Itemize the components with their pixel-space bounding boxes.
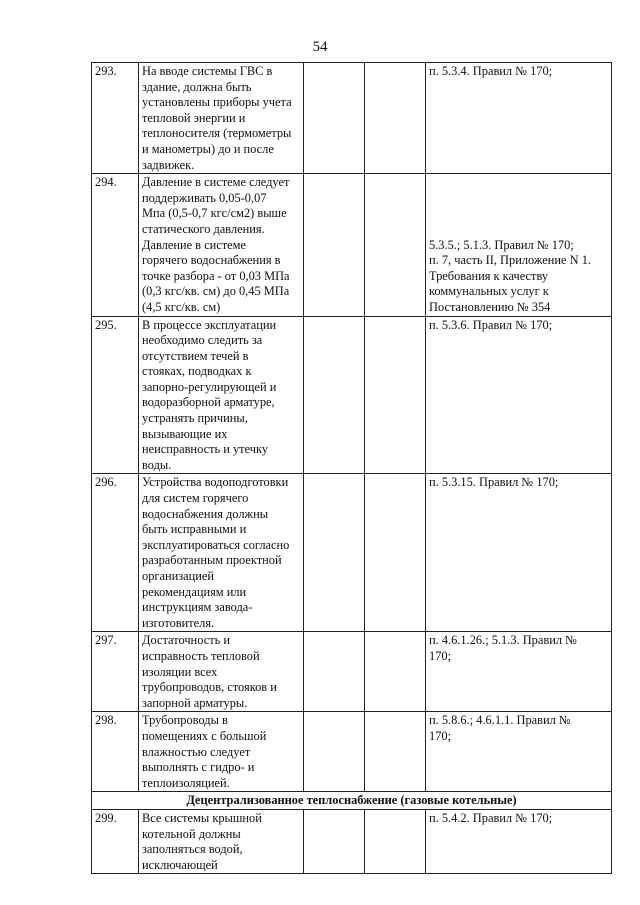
row-number: 299.: [92, 809, 139, 873]
cell-text-line: 5.3.5.; 5.1.3. Правил № 170;: [429, 237, 574, 252]
requirement-text: [139, 712, 304, 792]
cell-text-line: Давление в системе следует: [142, 175, 290, 190]
regulation-reference: [426, 474, 612, 632]
cell-text-line: водоснабжения должны: [142, 506, 269, 521]
cell-text-line: горячего водоснабжения в: [142, 253, 281, 268]
cell-text-line: водоразборной арматуре,: [142, 395, 275, 410]
table-row: [92, 174, 612, 316]
cell-text-line: необходимо следить за: [142, 333, 263, 348]
cell-text-line: Все системы крышной: [142, 810, 262, 825]
cell-text-line: Требования к качеству: [429, 268, 549, 283]
empty-cell-1: [304, 316, 365, 474]
cell-text-line: 170;: [429, 648, 452, 663]
empty-cell-2: [365, 809, 426, 873]
table-row: [92, 316, 612, 474]
cell-text-line: поддерживать 0,05-0,07: [142, 190, 267, 205]
cell-text-line: 170;: [429, 728, 452, 743]
empty-cell-1: [304, 712, 365, 792]
table-row: [92, 474, 612, 632]
cell-text-line: запорной арматуры.: [142, 695, 248, 710]
row-number: 296.: [92, 474, 139, 632]
empty-cell-1: [304, 63, 365, 174]
cell-text-line: инструкциям завода-: [142, 600, 253, 615]
cell-text-line: отсутствием течей в: [142, 348, 249, 363]
cell-text-line: п. 5.3.15. Правил № 170;: [429, 475, 559, 490]
cell-text-line: (4,5 кгс/кв. см): [142, 299, 221, 314]
row-number: 294.: [92, 174, 139, 316]
cell-text-line: установлены приборы учета: [142, 95, 292, 110]
cell-text-line: статического давления.: [142, 221, 265, 236]
empty-cell-2: [365, 474, 426, 632]
regulation-reference: [426, 63, 612, 174]
cell-text-line: (0,3 кгс/кв. см) до 0,45 МПа: [142, 284, 290, 299]
empty-cell-1: [304, 809, 365, 873]
cell-text-line: воды.: [142, 457, 172, 472]
cell-text-line: выполнять с гидро- и: [142, 760, 255, 775]
section-heading: Децентрализованное теплоснабжение (газовые котельные): [92, 792, 612, 810]
empty-cell-2: [365, 63, 426, 174]
cell-text-line: Трубопроводы в: [142, 713, 228, 728]
cell-text-line: быть исправными и: [142, 522, 247, 537]
row-number: 295.: [92, 316, 139, 474]
requirement-text: [139, 316, 304, 474]
cell-text-line: разработанным проектной: [142, 553, 282, 568]
cell-text-line: рекомендациям или: [142, 584, 247, 599]
cell-text-line: неисправность и утечку: [142, 442, 269, 457]
page-number: 54: [312, 39, 328, 55]
cell-text-line: эксплуатироваться согласно: [142, 537, 290, 552]
cell-text-line: Давление в системе: [142, 237, 247, 252]
cell-text-line: стояках, подводках к: [142, 364, 252, 379]
cell-text-line: тепловой энергии и: [142, 110, 246, 125]
cell-text-line: В процессе эксплуатации: [142, 317, 277, 332]
empty-cell-2: [365, 316, 426, 474]
cell-text-line: задвижек.: [142, 157, 195, 172]
empty-cell-1: [304, 174, 365, 316]
cell-text-line: для систем горячего: [142, 491, 249, 506]
empty-cell-1: [304, 632, 365, 712]
cell-text-line: п. 5.8.6.; 4.6.1.1. Правил №: [429, 713, 571, 728]
table-row: [92, 63, 612, 174]
cell-text-line: трубопроводов, стояков и: [142, 680, 277, 695]
row-number: 293.: [92, 63, 139, 174]
cell-text-line: теплоносителя (термометры: [142, 126, 292, 141]
empty-cell-2: [365, 174, 426, 316]
cell-text-line: п. 4.6.1.26.; 5.1.3. Правил №: [429, 633, 577, 648]
cell-text-line: Мпа (0,5-0,7 кгс/см2) выше: [142, 206, 287, 221]
regulation-reference: [426, 174, 612, 316]
requirement-text: [139, 174, 304, 316]
empty-cell-2: [365, 632, 426, 712]
ref-spacer: [429, 175, 608, 237]
cell-text-line: На вводе системы ГВС в: [142, 64, 273, 78]
cell-text-line: Достаточность и: [142, 633, 230, 648]
row-number: 297.: [92, 632, 139, 712]
cell-text-line: исключающей: [142, 857, 218, 872]
requirement-text: [139, 474, 304, 632]
cell-text-line: помещениях с большой: [142, 728, 267, 743]
cell-text-line: запорно-регулирующей и: [142, 379, 277, 394]
cell-text-line: вызывающие их: [142, 426, 228, 441]
cell-text-line: изготовителя.: [142, 615, 215, 630]
table-body: [92, 63, 612, 874]
cell-text-line: организацией: [142, 569, 215, 584]
table-row: [92, 712, 612, 792]
cell-text-line: устранять причины,: [142, 411, 248, 426]
cell-text-line: заполняться водой,: [142, 842, 243, 857]
requirement-text: [139, 632, 304, 712]
cell-text-line: п. 5.3.6. Правил № 170;: [429, 317, 553, 332]
requirements-table: [91, 62, 612, 874]
regulation-reference: [426, 632, 612, 712]
regulation-reference: [426, 809, 612, 873]
cell-text-line: изоляции всех: [142, 664, 218, 679]
cell-text-line: коммунальных услуг к: [429, 284, 549, 299]
table-row: [92, 809, 612, 873]
cell-text-line: п. 7, часть II, Приложение N 1.: [429, 253, 591, 268]
table-row: [92, 632, 612, 712]
cell-text-line: теплоизоляцией.: [142, 775, 230, 790]
cell-text-line: точке разбора - от 0,03 МПа: [142, 268, 290, 283]
cell-text-line: котельной должны: [142, 826, 241, 841]
section-heading-row: [92, 792, 612, 810]
cell-text-line: п. 5.3.4. Правил № 170;: [429, 64, 553, 78]
cell-text-line: Постановлению № 354: [429, 299, 551, 314]
requirement-text: [139, 63, 304, 174]
empty-cell-2: [365, 712, 426, 792]
empty-cell-1: [304, 474, 365, 632]
requirement-text: [139, 809, 304, 873]
cell-text-line: и манометры) до и после: [142, 141, 274, 156]
row-number: 298.: [92, 712, 139, 792]
cell-text-line: здание, должна быть: [142, 79, 252, 94]
cell-text-line: п. 5.4.2. Правил № 170;: [429, 810, 553, 825]
cell-text-line: исправность тепловой: [142, 648, 260, 663]
cell-text-line: Устройства водоподготовки: [142, 475, 289, 490]
regulation-reference: [426, 712, 612, 792]
regulation-reference: [426, 316, 612, 474]
cell-text-line: влажностью следует: [142, 744, 251, 759]
